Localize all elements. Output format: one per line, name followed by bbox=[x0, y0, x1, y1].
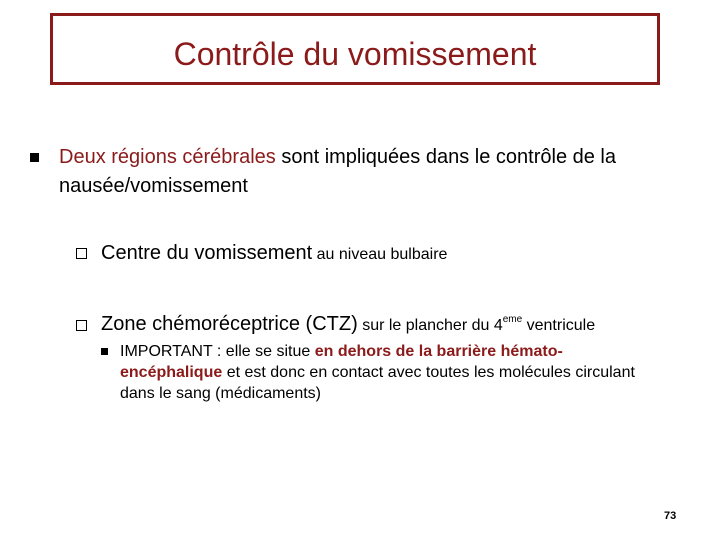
box-bullet-marker bbox=[76, 320, 87, 331]
sub-bullet-2-detail: sur le plancher du 4 bbox=[357, 317, 503, 334]
slide-title: Contrôle du vomissement bbox=[173, 36, 537, 72]
sub-bullet-1-detail: au niveau bulbaire bbox=[312, 246, 448, 263]
sub-bullet-2-detail-end: ventricule bbox=[522, 317, 596, 334]
page-number: 73 bbox=[664, 510, 677, 522]
bullet-1-text: sont impliquées dans le contrôle de la nausée/vomissement bbox=[59, 146, 616, 197]
sub-sub-bullet bbox=[120, 341, 660, 404]
box-bullet-marker bbox=[76, 248, 87, 259]
sub-sub-bullet-text: IMPORTANT : elle se situe bbox=[120, 343, 315, 360]
bullet-1-emphasis: Deux régions cérébrales bbox=[59, 146, 276, 168]
title-box bbox=[50, 13, 660, 85]
sub-sub-bullet-text-end: et est donc en contact avec toutes les molécules circulant dans le sang (médicaments) bbox=[120, 364, 635, 402]
sub-bullet-1-main: Centre du vomissement bbox=[101, 242, 313, 264]
bullet-marker bbox=[30, 153, 39, 162]
sub-sub-bullet-emphasis: en dehors de la barrière hémato-encéphalique bbox=[120, 343, 563, 381]
bullet-1 bbox=[59, 143, 679, 201]
sub-bullet-2 bbox=[101, 313, 595, 336]
sub-bullet-2-main: Zone chémoréceptrice (CTZ) bbox=[101, 313, 358, 335]
sub-bullet-2-superscript: eme bbox=[502, 314, 523, 325]
bullet-marker-small bbox=[101, 348, 108, 355]
sub-bullet-1 bbox=[101, 242, 447, 265]
